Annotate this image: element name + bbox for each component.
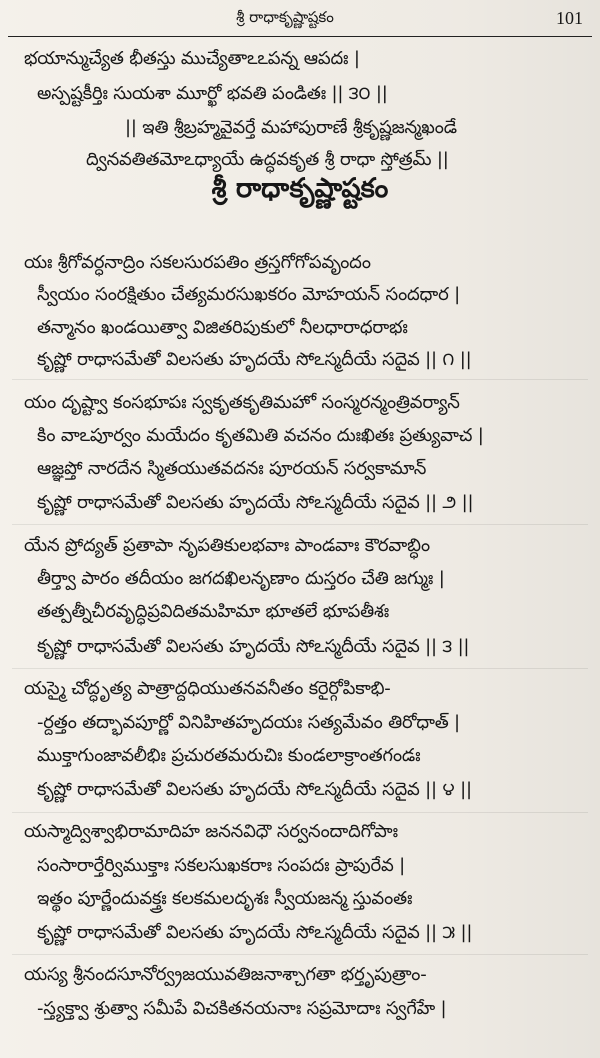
verse-2-line-3: ఆజ్ఞప్తో నారదేన స్మితయుతవదనః పూరయన్ సర్వకామాన్: [37, 458, 427, 479]
intro-line-1: భయాన్ముచ్యేత భీతస్తు ముచ్యేతాఽఽపన్న ఆపదః |: [24, 48, 360, 69]
section-title: శ్రీ రాధాకృష్ణాష్టకం: [211, 173, 389, 204]
verse-1-line-3: తన్మానం ఖండయిత్వా విజితరిపుకులో నీలధారాధరాభః: [37, 317, 408, 338]
verse-2-line-4: కృష్ణో రాధాసమేతో విలసతు హృదయే సోఽస్మదీయే సదైవ || ౨ ||: [37, 492, 474, 513]
verse-4-line-2: -ర్దత్తం తద్భావపూర్ణో వినిహితహృదయః సత్యమేవం తిరోధాత్ |: [37, 712, 460, 733]
verse-1-line-4: కృష్ణో రాధాసమేతో విలసతు హృదయే సోఽస్మదీయే సదైవ || ౧ ||: [37, 349, 472, 370]
running-title: శ్రీ రాధాకృష్ణాష్టకం: [236, 8, 334, 26]
verse-6-line-1: యస్య శ్రీనందసూనోర్వ్రజయువతిజనాశ్చాగతా భర్తృపుత్రాం-: [24, 964, 427, 985]
page-header: [0, 0, 600, 38]
intro-line-2: అస్పష్టకీర్తిః సుయశా మూర్ఖో భవతి పండితః || ౩౦ ||: [37, 83, 388, 104]
colophon-line-1: || ఇతి శ్రీబ్రహ్మవైవర్తే మహాపురాణే శ్రీకృష్ణజన్మఖండే: [125, 117, 457, 138]
verse-6-line-2: -స్త్యక్త్వా శ్రుత్వా సమీపే విచకితనయనాః సప్రమోదాః స్వగేహే |: [37, 998, 447, 1019]
verse-1-line-1: యః శ్రీగోవర్ధనాద్రిం సకలసురపతిం త్రస్తగోగోపవృందం: [24, 252, 371, 273]
header-rule: [8, 36, 592, 37]
colophon-line-2: ద్వినవతితమోఽధ్యాయే ఉద్ధవకృత శ్రీ రాధా స్తోత్రమ్ ||: [86, 149, 449, 170]
verse-divider: [12, 812, 588, 813]
verse-5-line-2: సంసారార్తేర్విముక్తాః సకలసుఖకరాః సంపదః ప్రాపురేవ |: [37, 855, 405, 876]
verse-3-line-2: తీర్త్వా పారం తదీయం జగదఖిలనృణాం దుస్తరం చేతి జగ్ముః |: [37, 568, 445, 589]
verse-4-line-3: ముక్తాగుంజావలీభిః ప్రచురతమరుచిః కుండలాక్రాంతగండః: [37, 745, 421, 766]
verse-3-line-1: యేన ప్రోద్యత్ ప్రతాపా నృపతికులభవాః పాండవాః కౌరవాబ్ధిం: [24, 535, 430, 556]
verse-4-line-4: కృష్ణో రాధాసమేతో విలసతు హృదయే సోఽస్మదీయే సదైవ || ౪ ||: [37, 779, 472, 800]
verse-5-line-1: యస్మాద్విశ్వాభిరామాదిహ జననవిధౌ సర్వనందాదిగోపాః: [24, 821, 398, 842]
verse-divider: [12, 379, 588, 380]
page-number: 101: [556, 8, 583, 28]
verse-divider: [12, 668, 588, 669]
verse-1-line-2: స్వీయం సంరక్షితుం చేత్యమరసుఖకరం మోహయన్ సందధార |: [37, 284, 460, 305]
verse-3-line-3: తత్పత్నీచీరవృద్ధిప్రవిదితమహిమా భూతలే భూపతీశః: [37, 601, 390, 622]
verse-2-line-2: కిం వాఽపూర్వం మయేదం కృతమితి వచనం దుఃఖితః ప్రత్యువాచ |: [37, 425, 484, 446]
verse-5-line-4: కృష్ణో రాధాసమేతో విలసతు హృదయే సోఽస్మదీయే సదైవ || ౫ ||: [37, 922, 473, 943]
verse-5-line-3: ఇత్థం పూర్ణేందువక్త్రః కలకమలదృశః స్వీయజన్మ స్తువంతః: [37, 888, 413, 909]
verse-3-line-4: కృష్ణో రాధాసమేతో విలసతు హృదయే సోఽస్మదీయే సదైవ || ౩ ||: [37, 636, 470, 657]
verse-divider: [12, 954, 588, 955]
verse-4-line-1: యస్మై చోద్ధృత్య పాత్రాద్దధియుతనవనీతం కరైర్గోపికాభి-: [24, 678, 391, 699]
verse-divider: [12, 524, 588, 525]
verse-2-line-1: యం దృష్ట్వా కంసభూపః స్వకృతకృతిమహో సంస్మరన్మంత్రివర్యాన్: [24, 392, 460, 413]
